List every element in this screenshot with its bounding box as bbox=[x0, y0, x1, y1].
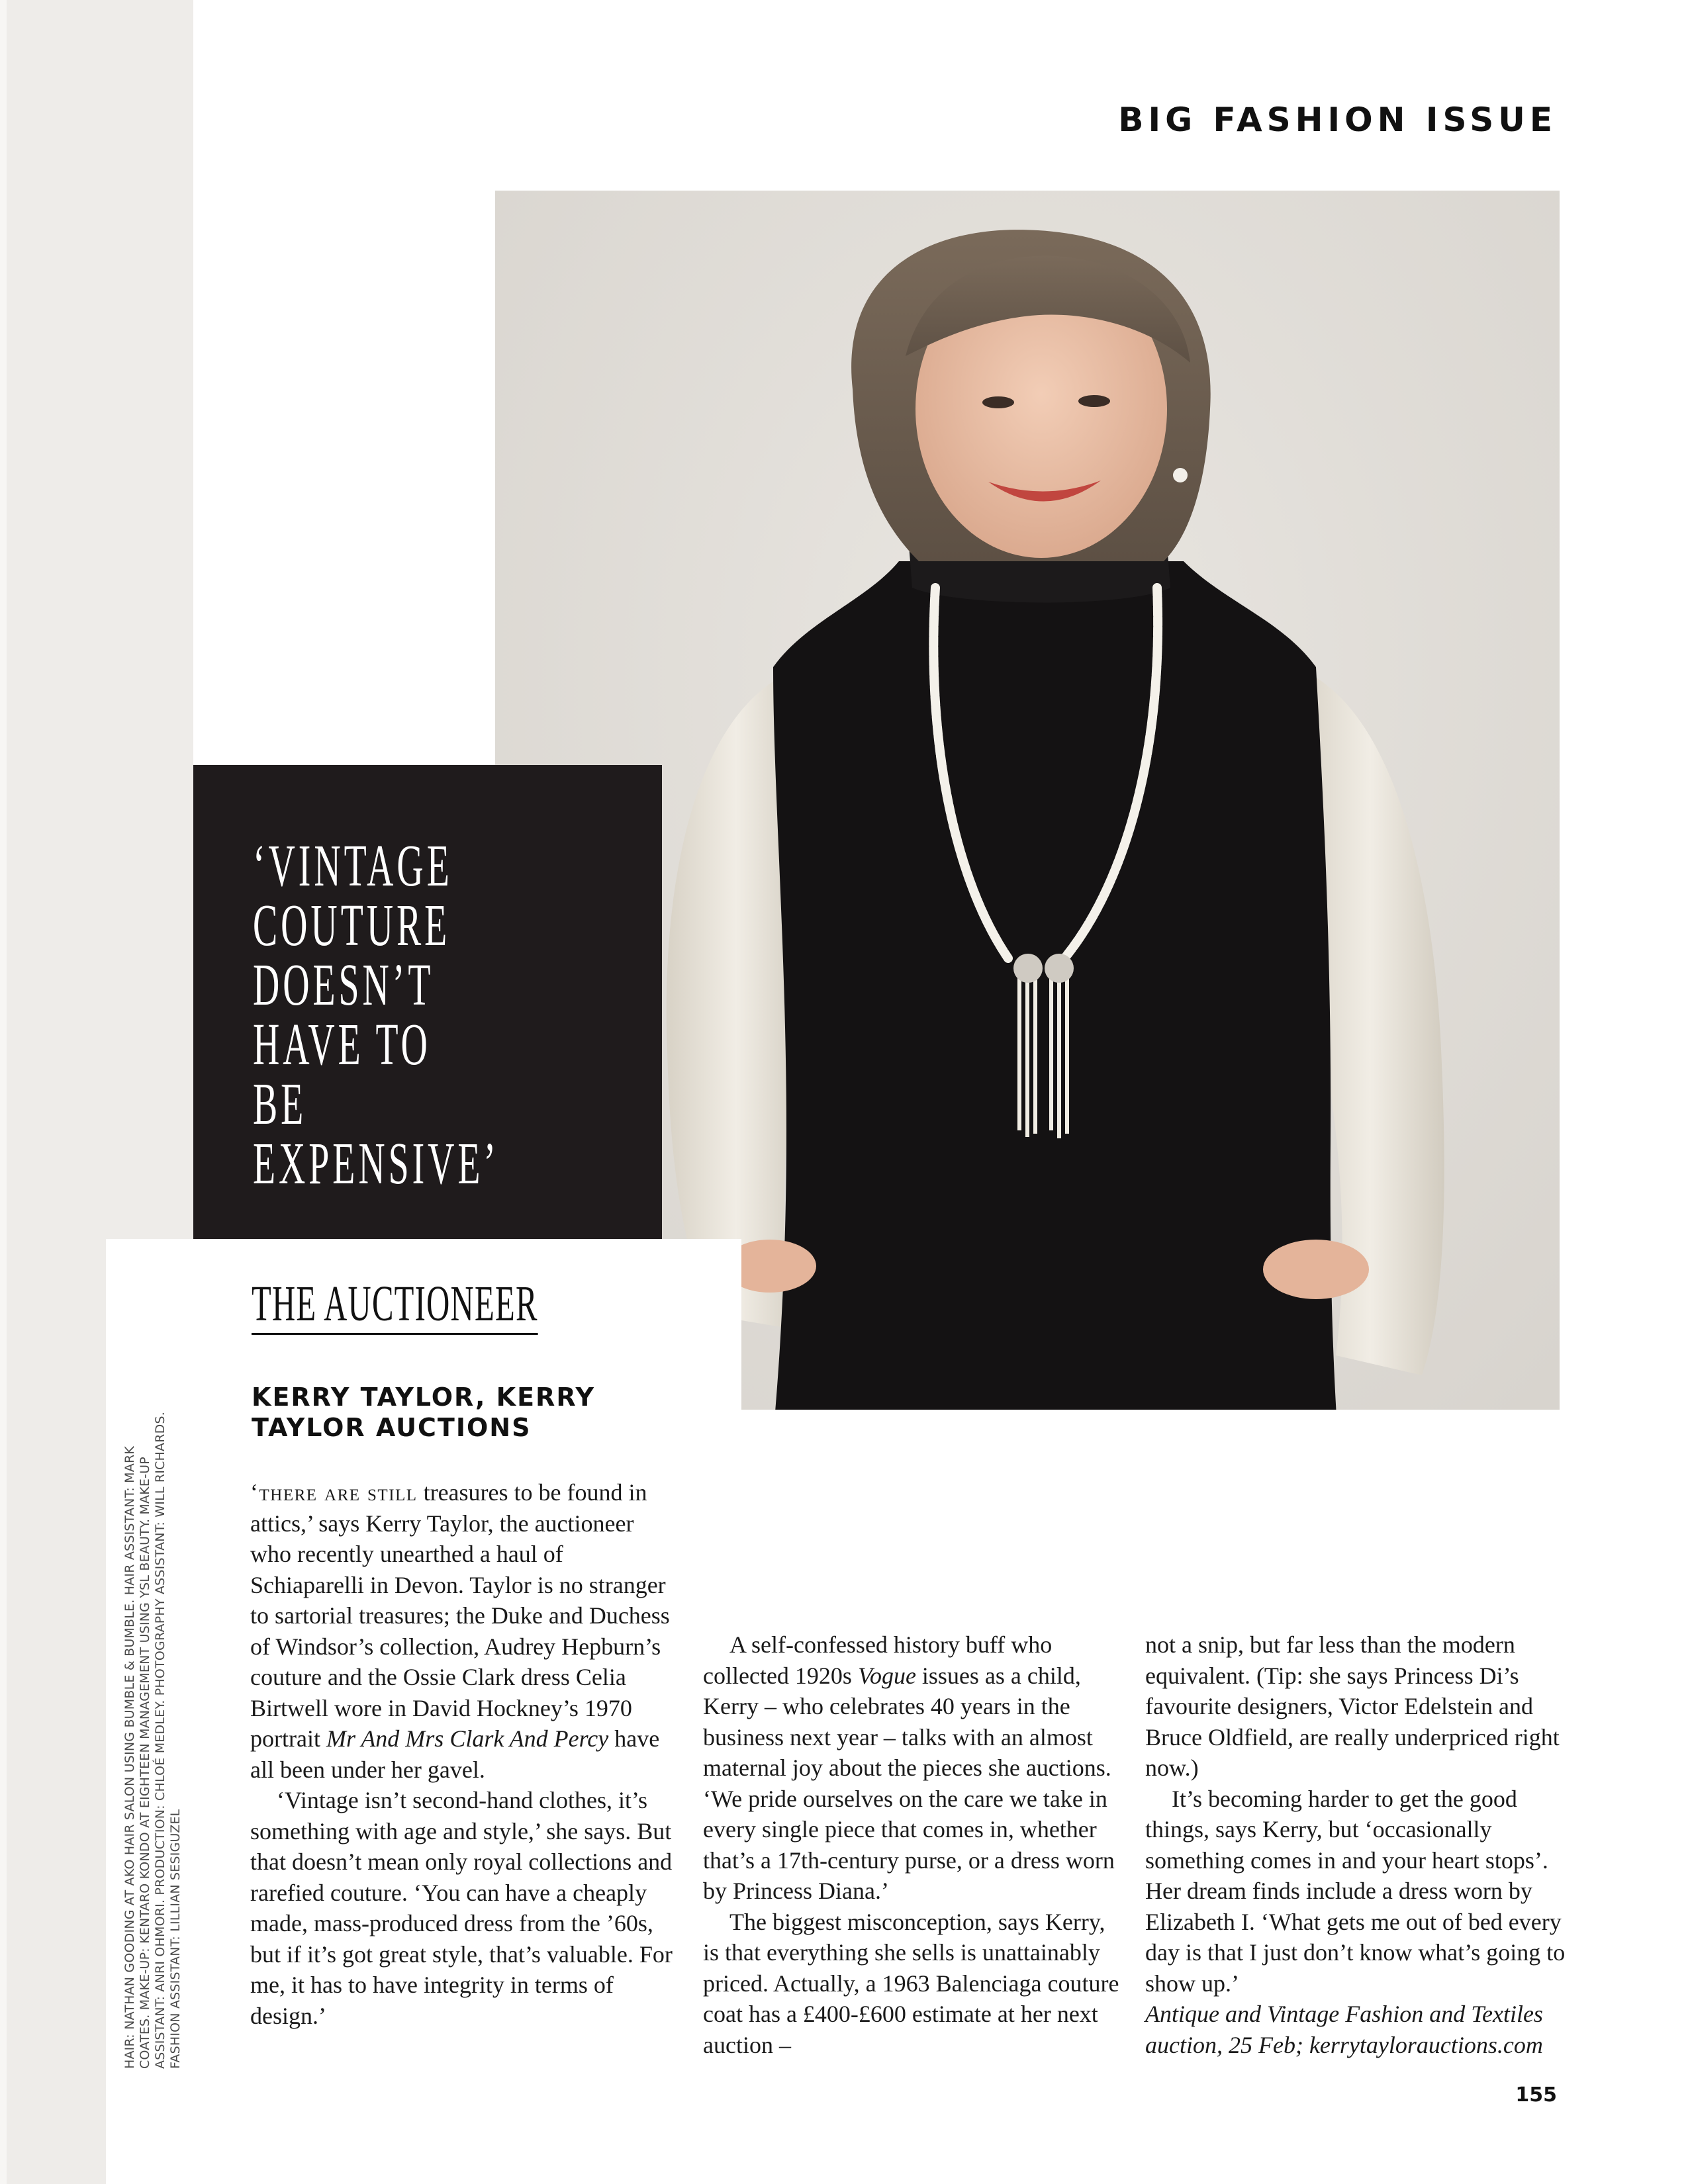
section-header: BIG FASHION ISSUE bbox=[1118, 101, 1557, 139]
paragraph: It’s becoming harder to get the good things, says Kerry, but ‘occasionally something comes in and your heart stops’. Her dream finds include a dress worn by Elizabeth I. ‘What gets me out of bed every day is that I just don’t know what’s going to show up.’ bbox=[1145, 1785, 1566, 1997]
article-column-3 bbox=[1145, 1629, 1569, 2060]
text-run: treasures to be found in attics,’ says Kerry Taylor, the auctioneer who recently unearthed a haul of Schiaparelli in Devon. Taylor is no stranger to sartorial treasures; the Duke and Duchess of Windsor’s collection, Audrey Hepburn’s couture and the Ossie Clark dress Celia Birtwell wore in David Hockney’s 1970 portrait bbox=[250, 1479, 670, 1752]
pull-quote-box bbox=[193, 765, 662, 1239]
article-kicker: THE AUCTIONEER bbox=[252, 1276, 538, 1335]
pull-quote: ‘VINTAGE COUTURE DOESN’T HAVE TO BE EXPENSIVE’ bbox=[253, 833, 499, 1197]
event-info: Antique and Vintage Fashion and Textiles auction, 25 Feb; kerrytaylorauctions.com bbox=[1145, 2001, 1543, 2058]
article-column-2 bbox=[703, 1629, 1127, 2060]
text-run: issues as a child, Kerry – who celebrates 40 years in the business next year – talks with an almost maternal joy about the pieces she auctions. ‘We pride ourselves on the care we take in every single piece that comes in, whether that’s a 17th-century purse, or a dress worn by Princess Diana.’ bbox=[703, 1662, 1115, 1904]
magazine-title: Vogue bbox=[857, 1662, 916, 1689]
paragraph: ‘Vintage isn’t second-hand clothes, it’s something with age and style,’ she says. But that doesn’t mean only royal collections and rarefied couture. ‘You can have a cheaply made, mass-produced dress from the ’60s, but if it’s got great style, that’s valuable. For me, it has to have integrity in terms of design.’ bbox=[250, 1787, 673, 2029]
left-margin-edge bbox=[0, 0, 7, 2184]
artwork-title: Mr And Mrs Clark And Percy bbox=[326, 1725, 609, 1752]
article-byline: KERRY TAYLOR, KERRY TAYLOR AUCTIONS bbox=[252, 1383, 596, 1442]
lead-in: ‘there are still bbox=[250, 1479, 418, 1506]
paragraph: not a snip, but far less than the modern equivalent. (Tip: she says Princess Di’s favourite designers, Victor Edelstein and Bruce Oldfield, are really underpriced right now.) bbox=[1145, 1631, 1560, 1781]
photo-credits: HAIR: NATHAN GOODING AT AKO HAIR SALON USING BUMBLE & BUMBLE. HAIR ASSISTANT: MARK COATES. MAKE-UP: KENTARO KONDO AT EIGHTEEN MANAGEMENT USING YSL BEAUTY. MAKE-UP ASSISTANT: ANRI OHMORI. PRODUCTION: CHLOÉ MEDLEY. PHOTOGRAPHY ASSISTANT: WILL RICHARDS. FASHION ASSISTANT: LILLIAN SESIGUZEL bbox=[122, 1412, 183, 2069]
text-run: have all been under her gavel. bbox=[250, 1725, 660, 1783]
paragraph bbox=[250, 1477, 674, 1785]
text-run: A self-confessed history buff who collected 1920s bbox=[703, 1631, 1053, 1689]
paragraph bbox=[703, 1629, 1127, 1907]
page-number: 155 bbox=[1515, 2083, 1557, 2107]
paragraph: The biggest misconception, says Kerry, is that everything she sells is unattainably priced. Actually, a 1963 Balenciaga couture coat has a £400-£600 estimate at her next auction – bbox=[703, 1908, 1119, 2058]
article-column-1 bbox=[250, 1477, 674, 2031]
